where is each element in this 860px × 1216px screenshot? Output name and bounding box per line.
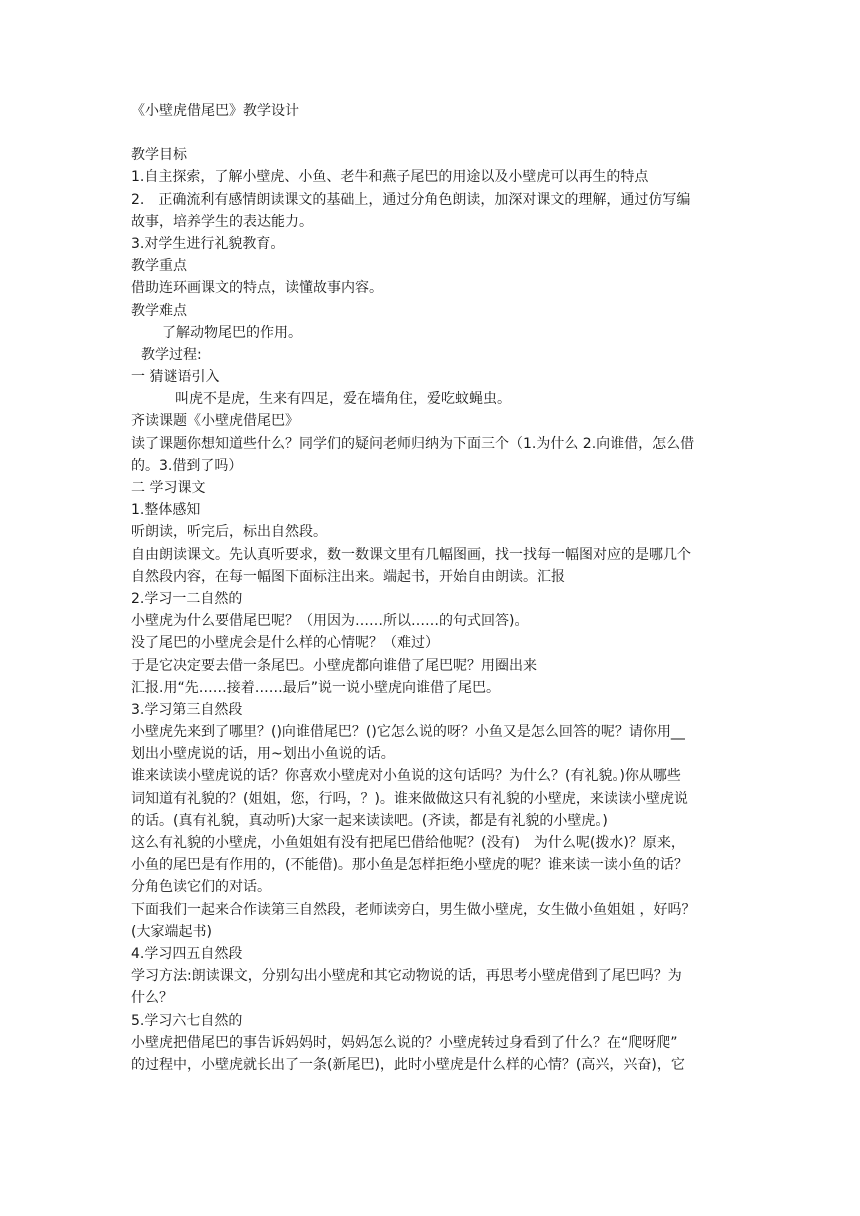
- paragraph-line: 读了课题你想知道些什么？同学们的疑问老师归纳为下面三个（1.为什么 2.向谁借，怎么借: [131, 435, 695, 452]
- paragraph-line: 齐读课题《小壁虎借尾巴》: [131, 413, 299, 430]
- paragraph-line: (大家端起书): [131, 923, 212, 940]
- subsection-heading: 2.学习一二自然的: [131, 590, 243, 607]
- paragraph-line: 这么有礼貌的小壁虎，小鱼姐姐有没有把尾巴借给他呢？(没有) 为什么呢(拨水)？原来，: [131, 835, 685, 851]
- goal-item-1: 1.自主探索，了解小壁虎、小鱼、老牛和燕子尾巴的用途以及小壁虎可以再生的特点: [131, 169, 649, 186]
- paragraph-line: 学习方法:朗读课文，分别勾出小壁虎和其它动物说的话，再思考小壁虎借到了尾巴吗？为: [131, 968, 682, 985]
- paragraph-line: 小壁虎先来到了哪里？()向谁借尾巴？()它怎么说的呀？小鱼又是怎么回答的呢？请你用__: [131, 724, 685, 741]
- key-point-text: 借助连环画课文的特点，读懂故事内容。: [131, 280, 383, 297]
- paragraph-line: 听朗读，听完后，标出自然段。: [131, 524, 327, 541]
- paragraph-line: 的过程中，小壁虎就长出了一条(新尾巴)，此时小壁虎是什么样的心情？(高兴，兴奋)，它: [131, 1056, 685, 1073]
- paragraph-line: 的。3.借到了吗）: [131, 457, 243, 474]
- goal-item-3: 3.对学生进行礼貌教育。: [131, 235, 285, 252]
- paragraph-line: 下面我们一起来合作读第三自然段，老师读旁白，男生做小壁虎，女生做小鱼姐姐 ，好吗？: [131, 901, 696, 918]
- step-1-heading: 一 猜谜语引入: [131, 369, 220, 386]
- section-heading-process: 教学过程:: [141, 346, 202, 363]
- difficulty-text: 了解动物尾巴的作用。: [162, 324, 302, 341]
- paragraph-line: 谁来读读小壁虎说的话？你喜欢小壁虎对小鱼说的这句话吗？为什么？(有礼貌。)你从哪些: [131, 768, 681, 785]
- document-body: [131, 100, 731, 1076]
- goal-item-2-cont: 故事，培养学生的表达能力。: [131, 213, 313, 230]
- subsection-heading: 4.学习四五自然段: [131, 945, 243, 962]
- paragraph-line: 汇报.用“先……接着……最后”说一说小壁虎向谁借了尾巴。: [131, 679, 500, 696]
- paragraph-line: 自由朗读课文。先认真听要求，数一数课文里有几幅图画，找一找每一幅图对应的是哪几个: [131, 546, 691, 563]
- paragraph-line: 分角色读它们的对话。: [131, 879, 271, 896]
- section-heading-key-points: 教学重点: [131, 258, 187, 275]
- paragraph-line: 没了尾巴的小壁虎会是什么样的心情呢？（难过）: [131, 635, 439, 652]
- section-heading-goals: 教学目标: [131, 147, 187, 164]
- goal-item-2: 2. 正确流利有感情朗读课文的基础上，通过分角色朗读，加深对课文的理解，通过仿写编: [131, 191, 691, 208]
- paragraph-line: 的话。(真有礼貌，真动听)大家一起来读读吧。(齐读，都是有礼貌的小壁虎。): [131, 812, 608, 829]
- riddle-text: 叫虎不是虎，生来有四足，爱在墙角住，爱吃蚊蝇虫。: [175, 391, 511, 408]
- paragraph-line: 小壁虎为什么要借尾巴呢？（用因为……所以……的句式回答)。: [131, 613, 529, 630]
- step-2-heading: 二 学习课文: [131, 480, 206, 496]
- paragraph-line: 什么？: [131, 990, 173, 1007]
- paragraph-line: 词知道有礼貌的？(姐姐，您，行吗，？)。谁来做做这只有礼貌的小壁虎，来读读小壁虎说: [131, 790, 688, 807]
- section-heading-difficulty: 教学难点: [131, 302, 187, 319]
- subsection-heading: 1.整体感知: [131, 502, 201, 519]
- paragraph-line: 小壁虎把借尾巴的事告诉妈妈时，妈妈怎么说的？小壁虎转过身看到了什么？在“爬呀爬”: [131, 1034, 678, 1051]
- document-title: 《小壁虎借尾巴》教学设计: [131, 103, 299, 119]
- subsection-heading: 5.学习六七自然的: [131, 1012, 243, 1029]
- paragraph-line: 于是它决定要去借一条尾巴。小壁虎都向谁借了尾巴呢？用圈出来: [131, 657, 537, 674]
- paragraph-line: 小鱼的尾巴是有作用的，(不能借)。那小鱼是怎样拒绝小壁虎的呢？谁来读一读小鱼的话？: [131, 857, 688, 874]
- paragraph-line: 划出小壁虎说的话，用~划出小鱼说的话。: [131, 746, 395, 763]
- subsection-heading: 3.学习第三自然段: [131, 701, 243, 718]
- paragraph-line: 自然段内容，在每一幅图下面标注出来。端起书，开始自由朗读。汇报: [131, 568, 565, 585]
